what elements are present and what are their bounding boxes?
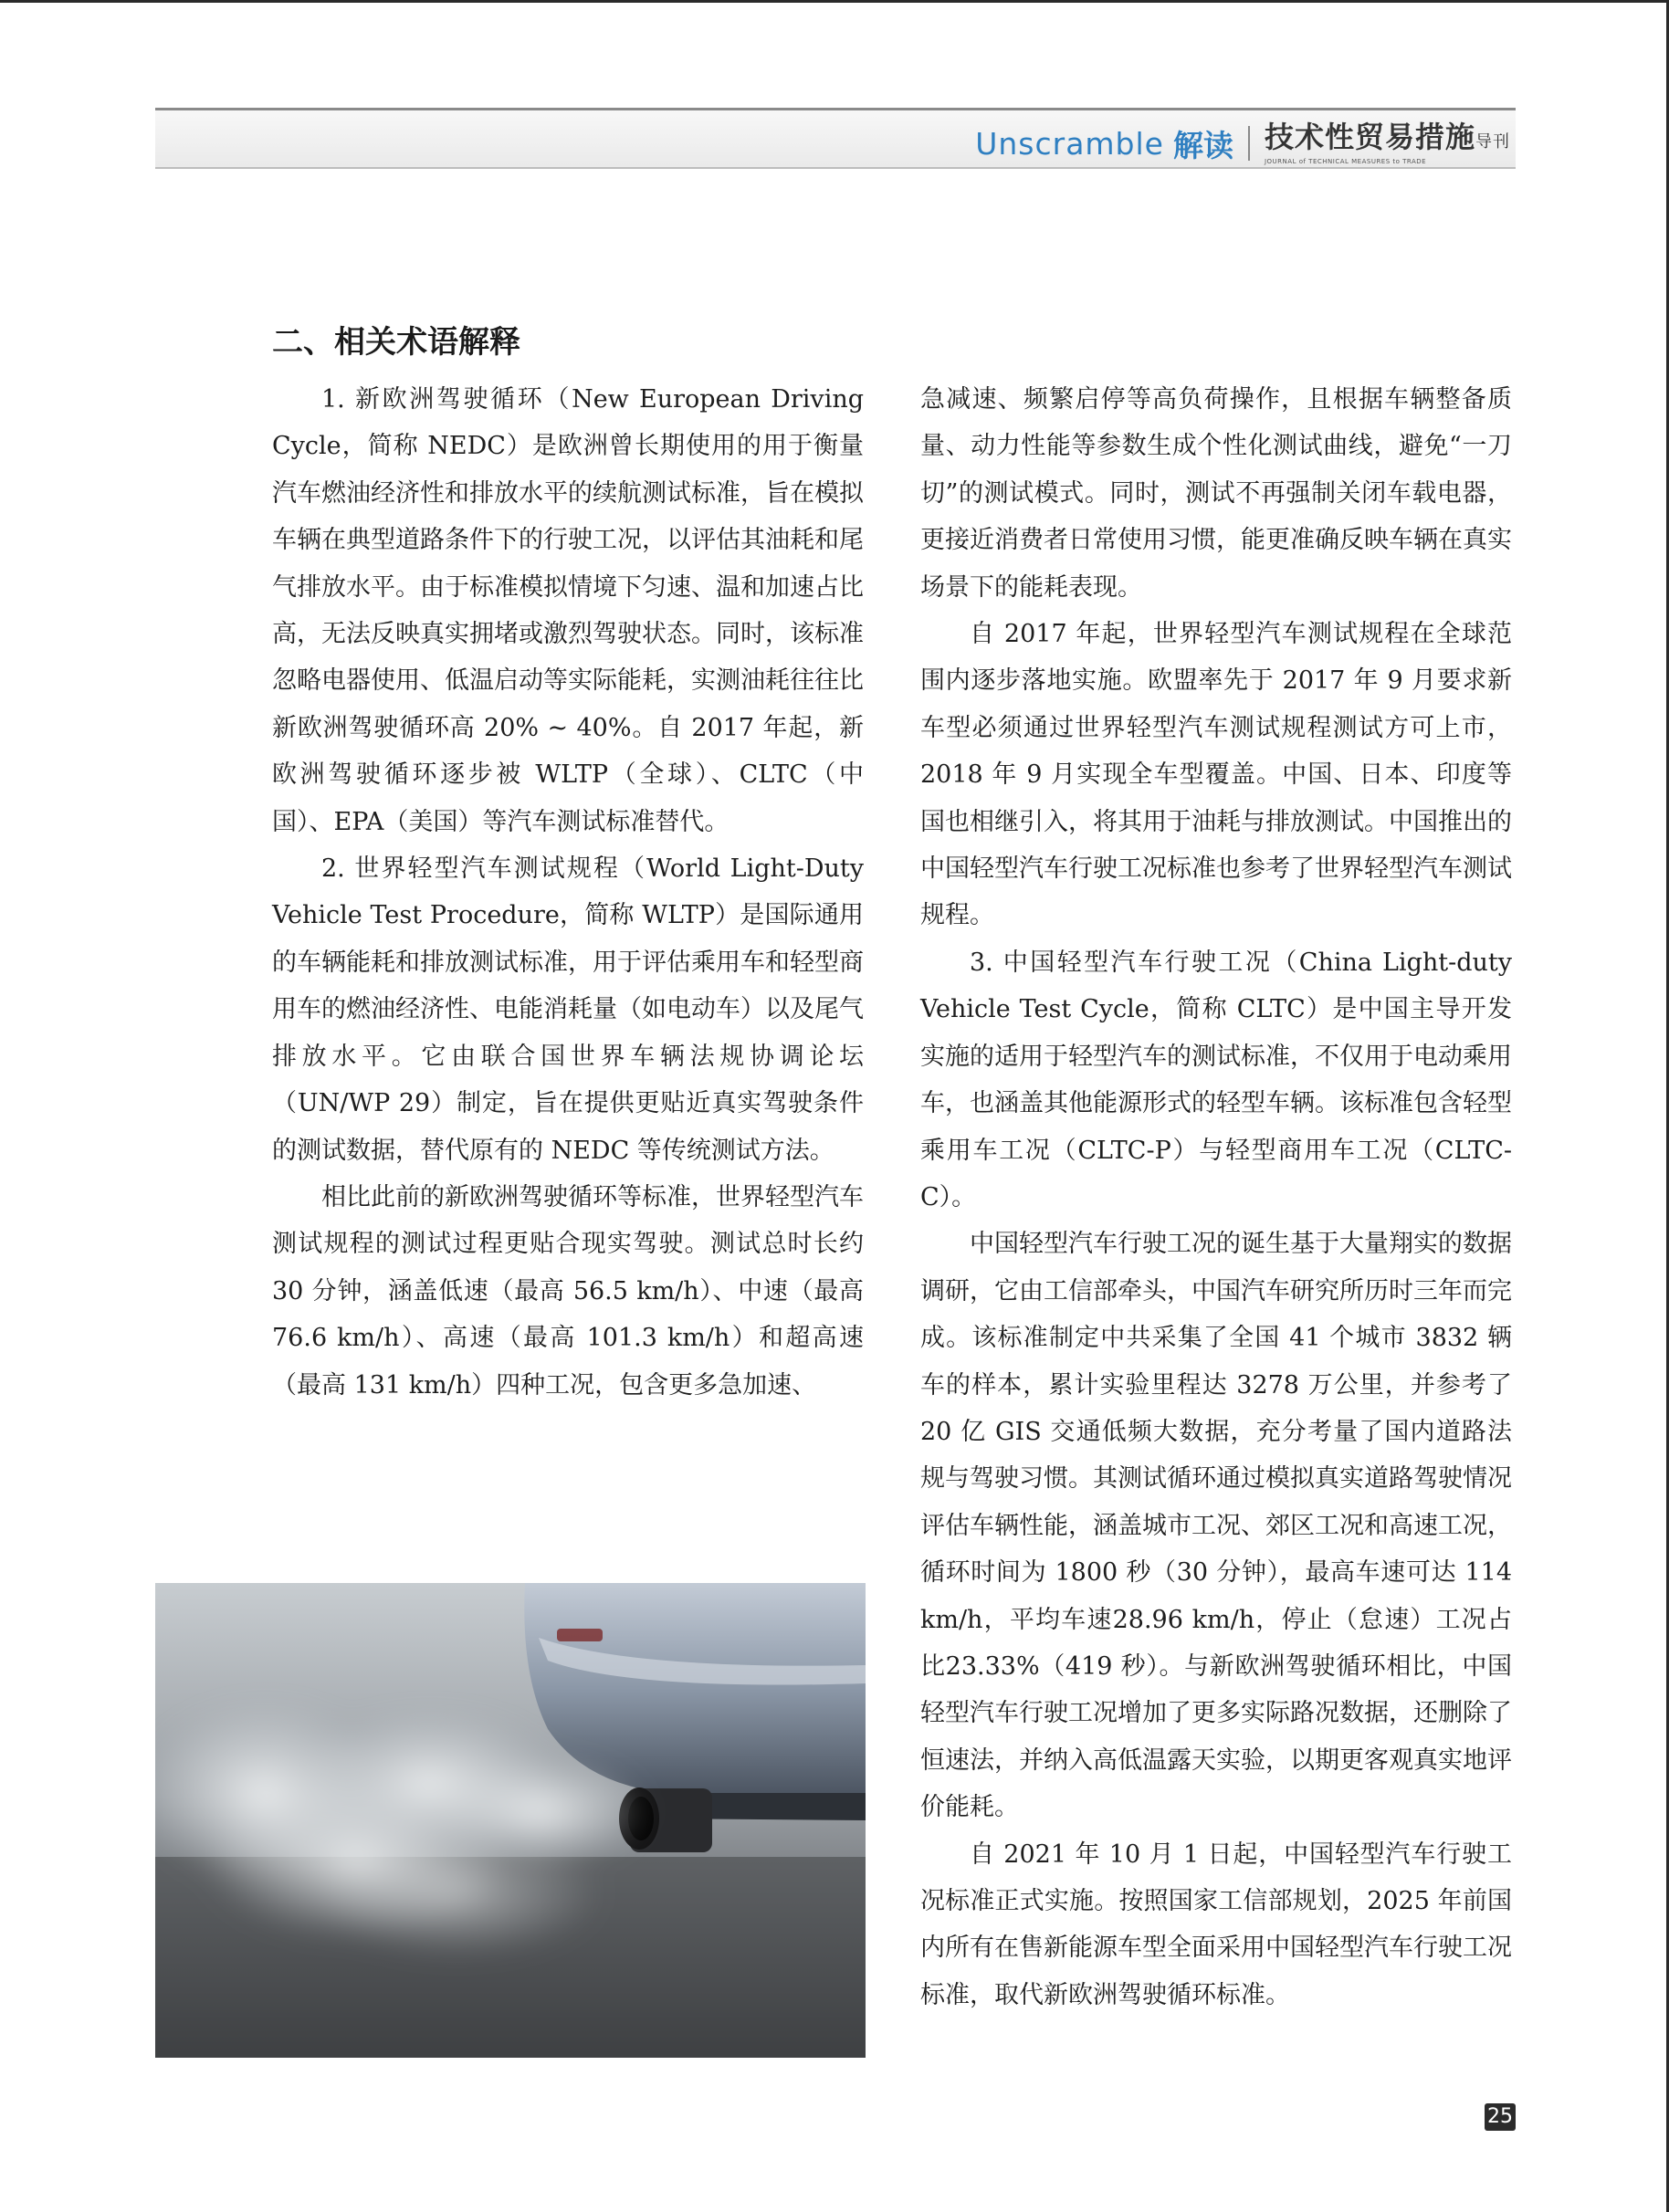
paragraph-nedc: 1. 新欧洲驾驶循环（New European Driving Cycle，简称 NEDC）是欧洲曾长期使用的用于衡量汽车燃油经济性和排放水平的续航测试标准，旨在模拟车辆在典型道路条件下的行驶工况，以评估其油耗和尾气排放水平。由于标准模拟情境下匀速、温和加速占比高，无法反映真实拥堵或激烈驾驶状态。同时，该标准忽略电器使用、低温启动等实际能耗，实测油耗往往比新欧洲驾驶循环高 20% ~ 40%。自 2017 年起，新欧洲驾驶循环逐步被 WLTP（全球）、CLTC（中国）、EPA（美国）等汽车测试标准替代。: [272, 385, 864, 836]
car-exhaust-photo: [155, 1583, 866, 2058]
paragraph-wltp: 2. 世界轻型汽车测试规程（World Light-Duty Vehicle Test Procedure，简称 WLTP）是国际通用的车辆能耗和排放测试标准，用于评估乘用车和轻型商用车的燃油经济性、电能消耗量（如电动车）以及尾气排放水平。它由联合国世界车辆法规协调论坛（UN/WP 29）制定，旨在提供更贴近真实驾驶条件的测试数据，替代原有的 NEDC 等传统测试方法。: [272, 854, 864, 1165]
header-divider: [1248, 126, 1250, 161]
frame-line-top: [0, 0, 1669, 3]
paragraph-cltc-origin: 中国轻型汽车行驶工况的诞生基于大量翔实的数据调研，它由工信部牵头，中国汽车研究所历时三年而完成。该标准制定中共采集了全国 41 个城市 3832 辆车的样本，累计实验里程达 3278 万公里，并参考了 20 亿 GIS 交通低频大数据，充分考量了国内道路法规与驾驶习惯。其测试循环通过模拟真实道路驾驶情况评估车辆性能，涵盖城市工况、郊区工况和高速工况，循环时间为 1800 秒（30 分钟），最高车速可达 114 km/h，平均车速28.96 km/h，停止（怠速）工况占比23.33%（419 秒）。与新欧洲驾驶循环相比，中国轻型汽车行驶工况增加了更多实际路况数据，还删除了恒速法，并纳入高低温露天实验，以期更客观真实地评价能耗。: [920, 1230, 1512, 1822]
journal-name-cn: 技术性贸易措施: [1264, 120, 1475, 154]
header-branding: [975, 121, 1510, 165]
section-title: 二、相关术语解释: [272, 324, 520, 361]
journal-logo: [1265, 121, 1510, 165]
header-section-en: Unscramble: [975, 125, 1164, 162]
right-column: [920, 376, 1512, 2018]
journal-logo-cn: [1265, 121, 1510, 158]
journal-name-en: JOURNAL of TECHNICAL MEASURES to TRADE: [1264, 158, 1427, 165]
page-number: 25: [1485, 2103, 1516, 2131]
paragraph-wltp-comparison: 相比此前的新欧洲驾驶循环等标准，世界轻型汽车测试规程的测试过程更贴合现实驾驶。测试总时长约 30 分钟，涵盖低速（最高 56.5 km/h）、中速（最高 76.6 km/h）、高速（最高 101.3 km/h）和超高速（最高 131 km/h）四种工况，包含更多急加速、: [272, 1182, 864, 1400]
page-header: [155, 108, 1516, 169]
header-section-cn: 解读: [1172, 127, 1233, 163]
paragraph-cltc-implementation: 自 2021 年 10 月 1 日起，中国轻型汽车行驶工况标准正式实施。按照国家工信部规划，2025 年前国内所有在售新能源车型全面采用中国轻型汽车行驶工况标准，取代新欧洲驾驶循环标准。: [920, 1840, 1512, 2009]
paragraph-cltc: 3. 中国轻型汽车行驶工况（China Light-duty Vehicle Test Cycle，简称 CLTC）是中国主导开发实施的适用于轻型汽车的测试标准，不仅用于电动乘用车，也涵盖其他能源形式的轻型车辆。该标准包含轻型乘用车工况（CLTC-P）与轻型商用车工况（CLTC-C）。: [920, 948, 1512, 1211]
paragraph-wltp-adoption: 自 2017 年起，世界轻型汽车测试规程在全球范围内逐步落地实施。欧盟率先于 2017 年 9 月要求新车型必须通过世界轻型汽车测试规程测试方可上市，2018 年 9 月实现全车型覆盖。中国、日本、印度等国也相继引入，将其用于油耗与排放测试。中国推出的中国轻型汽车行驶工况标准也参考了世界轻型汽车测试规程。: [920, 620, 1512, 930]
left-column: [272, 320, 864, 1409]
paragraph-wltp-continued: 急减速、频繁启停等高负荷操作，且根据车辆整备质量、动力性能等参数生成个性化测试曲线，避免“一刀切”的测试模式。同时，测试不再强制关闭车载电器，更接近消费者日常使用习惯，能更准确反映车辆在真实场景下的能耗表现。: [920, 385, 1512, 602]
journal-name-suffix: 导刊: [1475, 132, 1510, 152]
